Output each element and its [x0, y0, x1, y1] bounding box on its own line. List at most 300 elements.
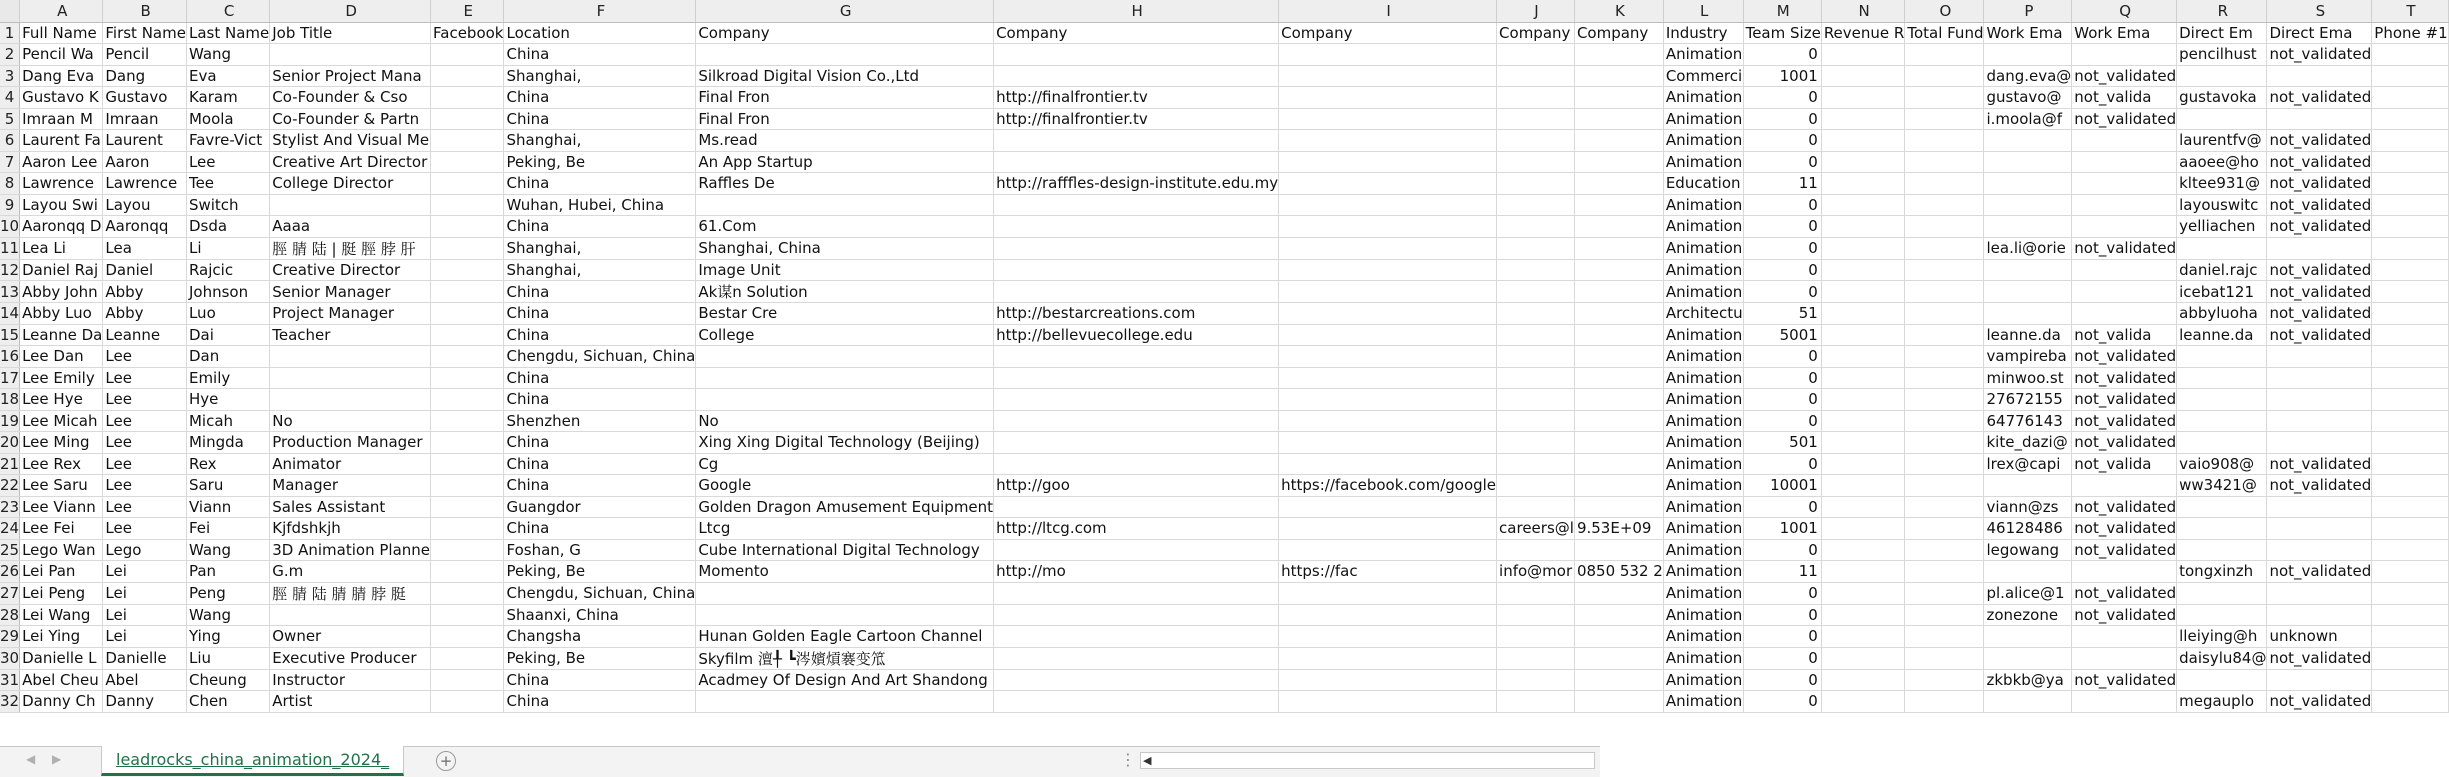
cell-f29[interactable]: Changsha	[504, 626, 696, 648]
cell-k24[interactable]: 9.53E+09	[1574, 518, 1663, 540]
cell-b30[interactable]: Danielle	[103, 647, 187, 669]
cell-p31[interactable]: zkbkb@ya	[1984, 669, 2072, 691]
cell-q23[interactable]: not_validated	[2072, 496, 2177, 518]
cell-d15[interactable]: Teacher	[270, 324, 431, 346]
cell-r17[interactable]	[2177, 367, 2267, 389]
cell-s12[interactable]: not_validated	[2267, 259, 2372, 281]
cell-l12[interactable]: Animation	[1663, 259, 1743, 281]
cell-n17[interactable]	[1821, 367, 1905, 389]
cell-a11[interactable]: Lea Li	[20, 237, 103, 259]
cell-m10[interactable]: 0	[1743, 216, 1821, 238]
cell-n27[interactable]	[1821, 582, 1905, 604]
cell-d1[interactable]: Job Title	[270, 22, 431, 44]
column-header-h[interactable]: H	[994, 0, 1279, 22]
cell-n8[interactable]	[1821, 173, 1905, 195]
cell-h21[interactable]	[994, 453, 1279, 475]
cell-n1[interactable]: Revenue R	[1821, 22, 1905, 44]
cell-g30[interactable]: Skyfilm 澶╀ ┗涔嬪熕褰变笟	[696, 647, 994, 669]
cell-n32[interactable]	[1821, 691, 1905, 713]
cell-c30[interactable]: Liu	[186, 647, 269, 669]
cell-l25[interactable]: Animation	[1663, 539, 1743, 561]
cell-g10[interactable]: 61.Com	[696, 216, 994, 238]
cell-e8[interactable]	[431, 173, 504, 195]
cell-b3[interactable]: Dang	[103, 65, 187, 87]
cell-i1[interactable]: Company	[1279, 22, 1497, 44]
cell-p24[interactable]: 46128486	[1984, 518, 2072, 540]
cell-b15[interactable]: Leanne	[103, 324, 187, 346]
cell-p16[interactable]: vampireba	[1984, 346, 2072, 368]
cell-k21[interactable]	[1574, 453, 1663, 475]
cell-b16[interactable]: Lee	[103, 346, 187, 368]
select-all-corner[interactable]	[0, 0, 20, 22]
cell-i17[interactable]	[1279, 367, 1497, 389]
cell-b24[interactable]: Lee	[103, 518, 187, 540]
row-header[interactable]: 28	[0, 605, 20, 624]
cell-c26[interactable]: Pan	[186, 561, 269, 583]
cell-r15[interactable]: leanne.da	[2177, 324, 2267, 346]
cell-n2[interactable]	[1821, 44, 1905, 66]
cell-t10[interactable]	[2372, 216, 2448, 238]
cell-b18[interactable]: Lee	[103, 389, 187, 411]
cell-k28[interactable]	[1574, 604, 1663, 626]
cell-r21[interactable]: vaio908@	[2177, 453, 2267, 475]
cell-i28[interactable]	[1279, 604, 1497, 626]
cell-i23[interactable]	[1279, 496, 1497, 518]
cell-g26[interactable]: Momento	[696, 561, 994, 583]
cell-t26[interactable]	[2372, 561, 2448, 583]
cell-b10[interactable]: Aaronqq	[103, 216, 187, 238]
cell-q32[interactable]	[2072, 691, 2177, 713]
row-header[interactable]: 31	[0, 670, 20, 689]
cell-g6[interactable]: Ms.read	[696, 130, 994, 152]
cell-j28[interactable]	[1497, 604, 1575, 626]
cell-s22[interactable]: not_validated	[2267, 475, 2372, 497]
cell-r6[interactable]: laurentfv@	[2177, 130, 2267, 152]
cell-l22[interactable]: Animation	[1663, 475, 1743, 497]
cell-p17[interactable]: minwoo.st	[1984, 367, 2072, 389]
cell-i6[interactable]	[1279, 130, 1497, 152]
column-header-n[interactable]: N	[1821, 0, 1905, 22]
cell-m15[interactable]: 5001	[1743, 324, 1821, 346]
cell-k17[interactable]	[1574, 367, 1663, 389]
cell-d6[interactable]: Stylist And Visual Me	[270, 130, 431, 152]
cell-j11[interactable]	[1497, 237, 1575, 259]
cell-j13[interactable]	[1497, 281, 1575, 303]
cell-i27[interactable]	[1279, 582, 1497, 604]
cell-e17[interactable]	[431, 367, 504, 389]
cell-f24[interactable]: China	[504, 518, 696, 540]
cell-c6[interactable]: Favre-Vict	[186, 130, 269, 152]
cell-l10[interactable]: Animation	[1663, 216, 1743, 238]
cell-e6[interactable]	[431, 130, 504, 152]
cell-a12[interactable]: Daniel Raj	[20, 259, 103, 281]
cell-f22[interactable]: China	[504, 475, 696, 497]
cell-q11[interactable]: not_validated	[2072, 237, 2177, 259]
cell-a24[interactable]: Lee Fei	[20, 518, 103, 540]
cell-i8[interactable]	[1279, 173, 1497, 195]
cell-f15[interactable]: China	[504, 324, 696, 346]
row-header[interactable]: 3	[0, 65, 20, 87]
cell-m4[interactable]: 0	[1743, 87, 1821, 109]
cell-q9[interactable]	[2072, 194, 2177, 216]
cell-o28[interactable]	[1905, 604, 1984, 626]
cell-g32[interactable]	[696, 691, 994, 713]
horizontal-scrollbar[interactable]	[1140, 752, 1595, 769]
cell-h26[interactable]: http://mo	[994, 561, 1279, 583]
cell-o5[interactable]	[1905, 108, 1984, 130]
cell-j18[interactable]	[1497, 389, 1575, 411]
column-header-a[interactable]: A	[20, 0, 103, 22]
cell-a23[interactable]: Lee Viann	[20, 496, 103, 518]
cell-f21[interactable]: China	[504, 453, 696, 475]
cell-d24[interactable]: Kjfdshkjh	[270, 518, 431, 540]
cell-g25[interactable]: Cube International Digital Technology	[696, 539, 994, 561]
cell-m13[interactable]: 0	[1743, 281, 1821, 303]
cell-r28[interactable]	[2177, 604, 2267, 626]
cell-n13[interactable]	[1821, 281, 1905, 303]
cell-j16[interactable]	[1497, 346, 1575, 368]
cell-k30[interactable]	[1574, 647, 1663, 669]
cell-o26[interactable]	[1905, 561, 1984, 583]
column-header-r[interactable]: R	[2177, 0, 2267, 22]
cell-c4[interactable]: Karam	[186, 87, 269, 109]
cell-s31[interactable]	[2267, 669, 2372, 691]
cell-q28[interactable]: not_validated	[2072, 604, 2177, 626]
cell-o29[interactable]	[1905, 626, 1984, 648]
cell-f6[interactable]: Shanghai,	[504, 130, 696, 152]
cell-c12[interactable]: Rajcic	[186, 259, 269, 281]
cell-r1[interactable]: Direct Em	[2177, 22, 2267, 44]
column-header-p[interactable]: P	[1984, 0, 2072, 22]
cell-g23[interactable]: Golden Dragon Amusement Equipment	[696, 496, 994, 518]
cell-i25[interactable]	[1279, 539, 1497, 561]
cell-p18[interactable]: 27672155	[1984, 389, 2072, 411]
cell-t29[interactable]	[2372, 626, 2448, 648]
cell-q10[interactable]	[2072, 216, 2177, 238]
cell-j25[interactable]	[1497, 539, 1575, 561]
cell-p7[interactable]	[1984, 151, 2072, 173]
cell-a32[interactable]: Danny Ch	[20, 691, 103, 713]
cell-i5[interactable]	[1279, 108, 1497, 130]
cell-c7[interactable]: Lee	[186, 151, 269, 173]
cell-j9[interactable]	[1497, 194, 1575, 216]
cell-d16[interactable]	[270, 346, 431, 368]
cell-l30[interactable]: Animation	[1663, 647, 1743, 669]
cell-c11[interactable]: Li	[186, 237, 269, 259]
cell-g24[interactable]: Ltcg	[696, 518, 994, 540]
cell-e20[interactable]	[431, 432, 504, 454]
cell-h10[interactable]	[994, 216, 1279, 238]
cell-h16[interactable]	[994, 346, 1279, 368]
cell-f28[interactable]: Shaanxi, China	[504, 604, 696, 626]
cell-e13[interactable]	[431, 281, 504, 303]
row-header[interactable]: 22	[0, 476, 20, 495]
cell-g18[interactable]	[696, 389, 994, 411]
cell-s18[interactable]	[2267, 389, 2372, 411]
cell-q22[interactable]	[2072, 475, 2177, 497]
row-header[interactable]: 20	[0, 433, 20, 452]
cell-c24[interactable]: Fei	[186, 518, 269, 540]
row-header[interactable]: 14	[0, 304, 20, 323]
cell-i13[interactable]	[1279, 281, 1497, 303]
cell-t2[interactable]	[2372, 44, 2448, 66]
cell-p6[interactable]	[1984, 130, 2072, 152]
cell-i12[interactable]	[1279, 259, 1497, 281]
cell-g19[interactable]: No	[696, 410, 994, 432]
cell-r32[interactable]: megauplo	[2177, 691, 2267, 713]
cell-b21[interactable]: Lee	[103, 453, 187, 475]
cell-j5[interactable]	[1497, 108, 1575, 130]
row-header[interactable]: 19	[0, 411, 20, 430]
cell-m6[interactable]: 0	[1743, 130, 1821, 152]
cell-d12[interactable]: Creative Director	[270, 259, 431, 281]
cell-c28[interactable]: Wang	[186, 604, 269, 626]
cell-a5[interactable]: Imraan M	[20, 108, 103, 130]
column-header-s[interactable]: S	[2267, 0, 2372, 22]
cell-a14[interactable]: Abby Luo	[20, 303, 103, 325]
cell-h23[interactable]	[994, 496, 1279, 518]
cell-o30[interactable]	[1905, 647, 1984, 669]
cell-j26[interactable]: info@mor	[1497, 561, 1575, 583]
cell-a18[interactable]: Lee Hye	[20, 389, 103, 411]
cell-q6[interactable]	[2072, 130, 2177, 152]
row-header[interactable]: 30	[0, 649, 20, 667]
cell-j27[interactable]	[1497, 582, 1575, 604]
cell-e4[interactable]	[431, 87, 504, 109]
cell-s9[interactable]: not_validated	[2267, 194, 2372, 216]
cell-q14[interactable]	[2072, 303, 2177, 325]
cell-k11[interactable]	[1574, 237, 1663, 259]
cell-o31[interactable]	[1905, 669, 1984, 691]
cell-g31[interactable]: Acadmey Of Design And Art Shandong	[696, 669, 994, 691]
cell-i4[interactable]	[1279, 87, 1497, 109]
row-header[interactable]: 16	[0, 347, 20, 366]
cell-a13[interactable]: Abby John	[20, 281, 103, 303]
cell-t20[interactable]	[2372, 432, 2448, 454]
cell-p20[interactable]: kite_dazi@	[1984, 432, 2072, 454]
cell-t15[interactable]	[2372, 324, 2448, 346]
cell-r26[interactable]: tongxinzh	[2177, 561, 2267, 583]
cell-n26[interactable]	[1821, 561, 1905, 583]
cell-c25[interactable]: Wang	[186, 539, 269, 561]
cell-m30[interactable]: 0	[1743, 647, 1821, 669]
cell-n28[interactable]	[1821, 604, 1905, 626]
cell-d21[interactable]: Animator	[270, 453, 431, 475]
cell-o15[interactable]	[1905, 324, 1984, 346]
row-header[interactable]: 12	[0, 260, 20, 279]
row-header[interactable]: 24	[0, 519, 20, 538]
cell-j23[interactable]	[1497, 496, 1575, 518]
cell-m2[interactable]: 0	[1743, 44, 1821, 66]
row-header[interactable]: 6	[0, 130, 20, 152]
cell-e9[interactable]	[431, 194, 504, 216]
cell-k13[interactable]	[1574, 281, 1663, 303]
cell-e14[interactable]	[431, 303, 504, 325]
cell-p4[interactable]: gustavo@	[1984, 87, 2072, 109]
cell-t31[interactable]	[2372, 669, 2448, 691]
cell-b7[interactable]: Aaron	[103, 151, 187, 173]
cell-k6[interactable]	[1574, 130, 1663, 152]
add-sheet-icon[interactable]: +	[436, 751, 456, 771]
cell-f13[interactable]: China	[504, 281, 696, 303]
cell-o9[interactable]	[1905, 194, 1984, 216]
cell-q17[interactable]: not_validated	[2072, 367, 2177, 389]
cell-n5[interactable]	[1821, 108, 1905, 130]
cell-f2[interactable]: China	[504, 44, 696, 66]
cell-d13[interactable]: Senior Manager	[270, 281, 431, 303]
cell-a26[interactable]: Lei Pan	[20, 561, 103, 583]
cell-b31[interactable]: Abel	[103, 669, 187, 691]
column-header-l[interactable]: L	[1663, 0, 1743, 22]
row-header[interactable]: 17	[0, 368, 20, 387]
cell-c19[interactable]: Micah	[186, 410, 269, 432]
cell-f14[interactable]: China	[504, 303, 696, 325]
cell-q15[interactable]: not_valida	[2072, 324, 2177, 346]
cell-f8[interactable]: China	[504, 173, 696, 195]
cell-i15[interactable]	[1279, 324, 1497, 346]
cell-k3[interactable]	[1574, 65, 1663, 87]
cell-m31[interactable]: 0	[1743, 669, 1821, 691]
cell-s16[interactable]	[2267, 346, 2372, 368]
cell-n31[interactable]	[1821, 669, 1905, 691]
cell-n16[interactable]	[1821, 346, 1905, 368]
cell-f23[interactable]: Guangdor	[504, 496, 696, 518]
cell-p15[interactable]: leanne.da	[1984, 324, 2072, 346]
cell-c17[interactable]: Emily	[186, 367, 269, 389]
cell-o2[interactable]	[1905, 44, 1984, 66]
cell-d4[interactable]: Co-Founder & Cso	[270, 87, 431, 109]
cell-d27[interactable]: 脛 腈 陆 腈 腈 脖 脡	[270, 582, 431, 604]
cell-i21[interactable]	[1279, 453, 1497, 475]
cell-t14[interactable]	[2372, 303, 2448, 325]
cell-n11[interactable]	[1821, 237, 1905, 259]
cell-c31[interactable]: Cheung	[186, 669, 269, 691]
cell-g7[interactable]: An App Startup	[696, 151, 994, 173]
cell-a20[interactable]: Lee Ming	[20, 432, 103, 454]
cell-b26[interactable]: Lei	[103, 561, 187, 583]
cell-b28[interactable]: Lei	[103, 604, 187, 626]
cell-k26[interactable]: 0850 532 2	[1574, 561, 1663, 583]
cell-p30[interactable]	[1984, 647, 2072, 669]
cell-k15[interactable]	[1574, 324, 1663, 346]
cell-l29[interactable]: Animation	[1663, 626, 1743, 648]
cell-s24[interactable]	[2267, 518, 2372, 540]
cell-a4[interactable]: Gustavo K	[20, 87, 103, 109]
cell-t7[interactable]	[2372, 151, 2448, 173]
cell-o3[interactable]	[1905, 65, 1984, 87]
cell-h5[interactable]: http://finalfrontier.tv	[994, 108, 1279, 130]
cell-i24[interactable]	[1279, 518, 1497, 540]
cell-r16[interactable]	[2177, 346, 2267, 368]
cell-j1[interactable]: Company	[1497, 22, 1575, 44]
cell-c3[interactable]: Eva	[186, 65, 269, 87]
cell-a9[interactable]: Layou Swi	[20, 194, 103, 216]
cell-k19[interactable]	[1574, 410, 1663, 432]
cell-i3[interactable]	[1279, 65, 1497, 87]
cell-l21[interactable]: Animation	[1663, 453, 1743, 475]
cell-r25[interactable]	[2177, 539, 2267, 561]
cell-q18[interactable]: not_validated	[2072, 389, 2177, 411]
cell-o7[interactable]	[1905, 151, 1984, 173]
cell-h11[interactable]	[994, 237, 1279, 259]
cell-r14[interactable]: abbyluoha	[2177, 303, 2267, 325]
cell-n22[interactable]	[1821, 475, 1905, 497]
next-sheet-icon[interactable]: ▶	[52, 752, 62, 766]
cell-l16[interactable]: Animation	[1663, 346, 1743, 368]
cell-l3[interactable]: Commerci	[1663, 65, 1743, 87]
row-header[interactable]: 27	[0, 584, 20, 602]
cell-t27[interactable]	[2372, 582, 2448, 604]
cell-a2[interactable]: Pencil Wa	[20, 44, 103, 66]
cell-i31[interactable]	[1279, 669, 1497, 691]
cell-e7[interactable]	[431, 151, 504, 173]
column-header-c[interactable]: C	[186, 0, 269, 22]
cell-n29[interactable]	[1821, 626, 1905, 648]
cell-a27[interactable]: Lei Peng	[20, 582, 103, 604]
cell-j30[interactable]	[1497, 647, 1575, 669]
cell-m32[interactable]: 0	[1743, 691, 1821, 713]
cell-o24[interactable]	[1905, 518, 1984, 540]
cell-d7[interactable]: Creative Art Director	[270, 151, 431, 173]
cell-t5[interactable]	[2372, 108, 2448, 130]
cell-b4[interactable]: Gustavo	[103, 87, 187, 109]
cell-j8[interactable]	[1497, 173, 1575, 195]
cell-j24[interactable]: careers@l	[1497, 518, 1575, 540]
cell-m16[interactable]: 0	[1743, 346, 1821, 368]
cell-r3[interactable]	[2177, 65, 2267, 87]
cell-p25[interactable]: legowang	[1984, 539, 2072, 561]
cell-d18[interactable]	[270, 389, 431, 411]
cell-h12[interactable]	[994, 259, 1279, 281]
cell-s27[interactable]	[2267, 582, 2372, 604]
cell-k1[interactable]: Company	[1574, 22, 1663, 44]
cell-j19[interactable]	[1497, 410, 1575, 432]
cell-t19[interactable]	[2372, 410, 2448, 432]
cell-r12[interactable]: daniel.rajc	[2177, 259, 2267, 281]
cell-s8[interactable]: not_validated	[2267, 173, 2372, 195]
cell-g29[interactable]: Hunan Golden Eagle Cartoon Channel	[696, 626, 994, 648]
cell-c22[interactable]: Saru	[186, 475, 269, 497]
cell-a3[interactable]: Dang Eva	[20, 65, 103, 87]
cell-j31[interactable]	[1497, 669, 1575, 691]
cell-q16[interactable]: not_validated	[2072, 346, 2177, 368]
cell-f16[interactable]: Chengdu, Sichuan, China	[504, 346, 696, 368]
cell-d3[interactable]: Senior Project Mana	[270, 65, 431, 87]
cell-f19[interactable]: Shenzhen	[504, 410, 696, 432]
cell-i20[interactable]	[1279, 432, 1497, 454]
cell-o19[interactable]	[1905, 410, 1984, 432]
cell-d20[interactable]: Production Manager	[270, 432, 431, 454]
cell-s10[interactable]: not_validated	[2267, 216, 2372, 238]
cell-e26[interactable]	[431, 561, 504, 583]
cell-k25[interactable]	[1574, 539, 1663, 561]
cell-d10[interactable]: Aaaa	[270, 216, 431, 238]
cell-l31[interactable]: Animation	[1663, 669, 1743, 691]
cell-h2[interactable]	[994, 44, 1279, 66]
cell-c29[interactable]: Ying	[186, 626, 269, 648]
cell-a22[interactable]: Lee Saru	[20, 475, 103, 497]
cell-e27[interactable]	[431, 582, 504, 604]
row-header[interactable]: 29	[0, 627, 20, 646]
cell-i10[interactable]	[1279, 216, 1497, 238]
cell-l14[interactable]: Architectu	[1663, 303, 1743, 325]
cell-k9[interactable]	[1574, 194, 1663, 216]
cell-b14[interactable]: Abby	[103, 303, 187, 325]
cell-m8[interactable]: 11	[1743, 173, 1821, 195]
row-header[interactable]: 8	[0, 173, 20, 195]
cell-j2[interactable]	[1497, 44, 1575, 66]
cell-g22[interactable]: Google	[696, 475, 994, 497]
